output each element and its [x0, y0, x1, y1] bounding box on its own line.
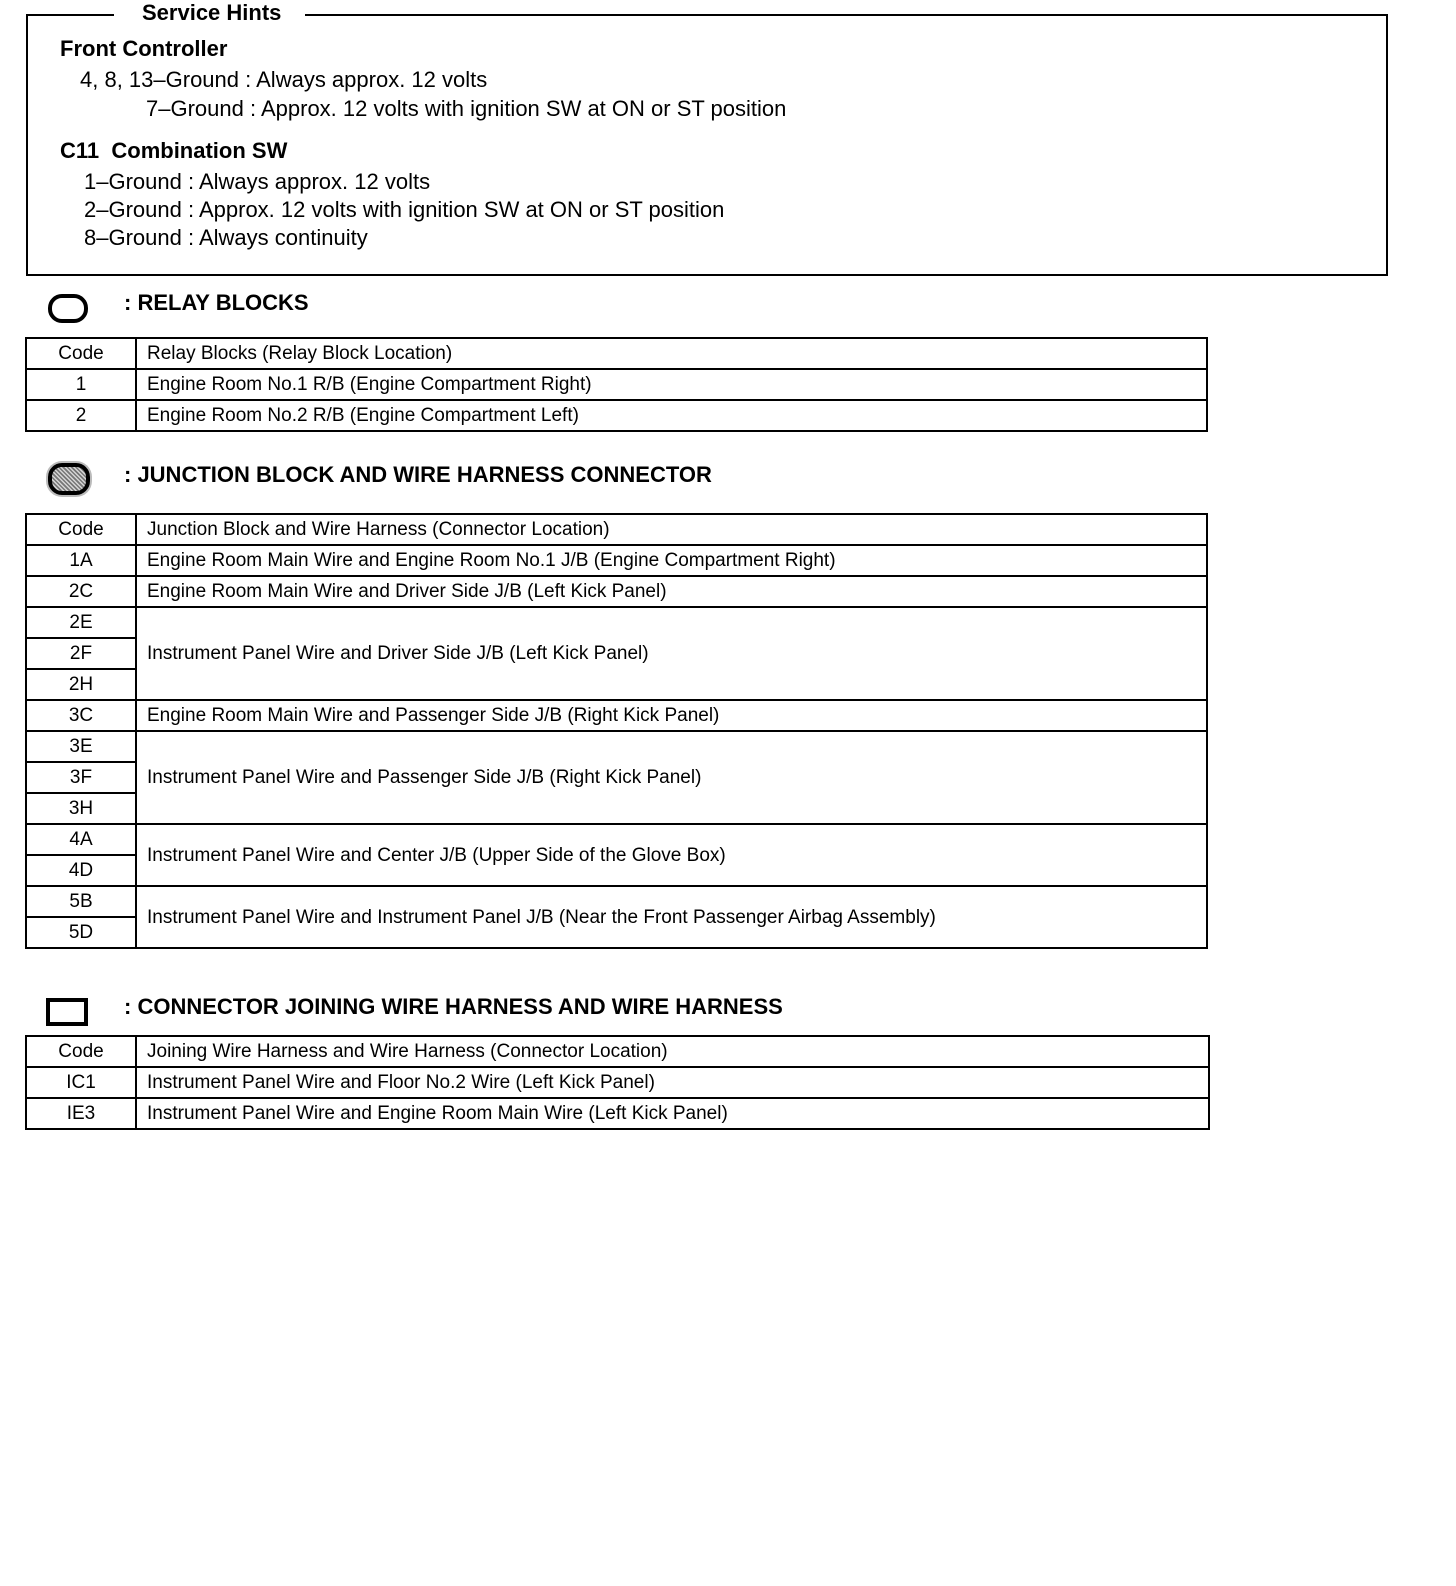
hint-line: 1–Ground : Always approx. 12 volts: [84, 169, 431, 194]
table-row: [26, 607, 1207, 638]
row-code: 2H: [26, 669, 136, 700]
junction-blocks-title: : JUNCTION BLOCK AND WIRE HARNESS CONNECTOR: [124, 462, 712, 487]
header-desc: Joining Wire Harness and Wire Harness (Connector Location): [136, 1036, 1209, 1067]
table-row: [26, 369, 1207, 400]
row-code: 3H: [26, 793, 136, 824]
row-code: 3C: [26, 700, 136, 731]
connectors-title: : CONNECTOR JOINING WIRE HARNESS AND WIRE HARNESS: [124, 994, 783, 1019]
service-hints-title: Service Hints: [114, 0, 305, 26]
hint-line: 7–Ground : Approx. 12 volts with ignition SW at ON or ST position: [146, 96, 787, 121]
table-row: [26, 731, 1207, 762]
junction-blocks-table: [25, 513, 1208, 949]
table-row: [26, 700, 1207, 731]
service-hints-box: [26, 0, 1388, 276]
table-header-row: [26, 338, 1207, 369]
row-desc: Instrument Panel Wire and Instrument Panel J/B (Near the Front Passenger Airbag Assembly): [136, 886, 1207, 948]
row-code: 2F: [26, 638, 136, 669]
row-code: 4D: [26, 855, 136, 886]
row-desc: Engine Room No.1 R/B (Engine Compartment Right): [136, 369, 1207, 400]
row-desc: Engine Room Main Wire and Engine Room No.1 J/B (Engine Compartment Right): [136, 545, 1207, 576]
row-code: 5B: [26, 886, 136, 917]
row-code: 3F: [26, 762, 136, 793]
row-code: 2: [26, 400, 136, 431]
row-code: IE3: [26, 1098, 136, 1129]
table-row: [26, 576, 1207, 607]
table-row: [26, 1067, 1209, 1098]
header-code: Code: [26, 338, 136, 369]
rectangle-connector-icon: [46, 998, 88, 1026]
table-row: [26, 824, 1207, 855]
hint-heading-combination-sw: C11 Combination SW: [60, 138, 288, 163]
header-desc: Relay Blocks (Relay Block Location): [136, 338, 1207, 369]
row-desc: Engine Room Main Wire and Passenger Side J/B (Right Kick Panel): [136, 700, 1207, 731]
header-code: Code: [26, 1036, 136, 1067]
header-code: Code: [26, 514, 136, 545]
table-row: [26, 886, 1207, 917]
table-row: [26, 400, 1207, 431]
row-code: 2E: [26, 607, 136, 638]
row-desc: Engine Room Main Wire and Driver Side J/B (Left Kick Panel): [136, 576, 1207, 607]
header-desc: Junction Block and Wire Harness (Connector Location): [136, 514, 1207, 545]
row-code: IC1: [26, 1067, 136, 1098]
row-desc: Instrument Panel Wire and Center J/B (Upper Side of the Glove Box): [136, 824, 1207, 886]
relay-blocks-table: [25, 337, 1208, 432]
table-header-row: [26, 514, 1207, 545]
table-row: [26, 1098, 1209, 1129]
shaded-oval-junction-block-icon: [48, 463, 90, 495]
hint-line: 8–Ground : Always continuity: [84, 225, 368, 250]
connectors-table: [25, 1035, 1210, 1130]
table-header-row: [26, 1036, 1209, 1067]
row-desc: Instrument Panel Wire and Passenger Side J/B (Right Kick Panel): [136, 731, 1207, 824]
row-desc: Instrument Panel Wire and Floor No.2 Wire (Left Kick Panel): [136, 1067, 1209, 1098]
hint-line: 4, 8, 13–Ground : Always approx. 12 volts: [80, 67, 488, 92]
hint-line: 2–Ground : Approx. 12 volts with ignition SW at ON or ST position: [84, 197, 725, 222]
row-desc: Instrument Panel Wire and Driver Side J/B (Left Kick Panel): [136, 607, 1207, 700]
row-desc: Instrument Panel Wire and Engine Room Main Wire (Left Kick Panel): [136, 1098, 1209, 1129]
oval-relay-block-icon: [48, 294, 88, 323]
row-code: 2C: [26, 576, 136, 607]
row-code: 4A: [26, 824, 136, 855]
hint-heading-front-controller: Front Controller: [60, 36, 228, 61]
table-row: [26, 545, 1207, 576]
row-code: 1: [26, 369, 136, 400]
relay-blocks-title: : RELAY BLOCKS: [124, 290, 309, 315]
row-code: 5D: [26, 917, 136, 948]
row-code: 1A: [26, 545, 136, 576]
row-code: 3E: [26, 731, 136, 762]
row-desc: Engine Room No.2 R/B (Engine Compartment Left): [136, 400, 1207, 431]
